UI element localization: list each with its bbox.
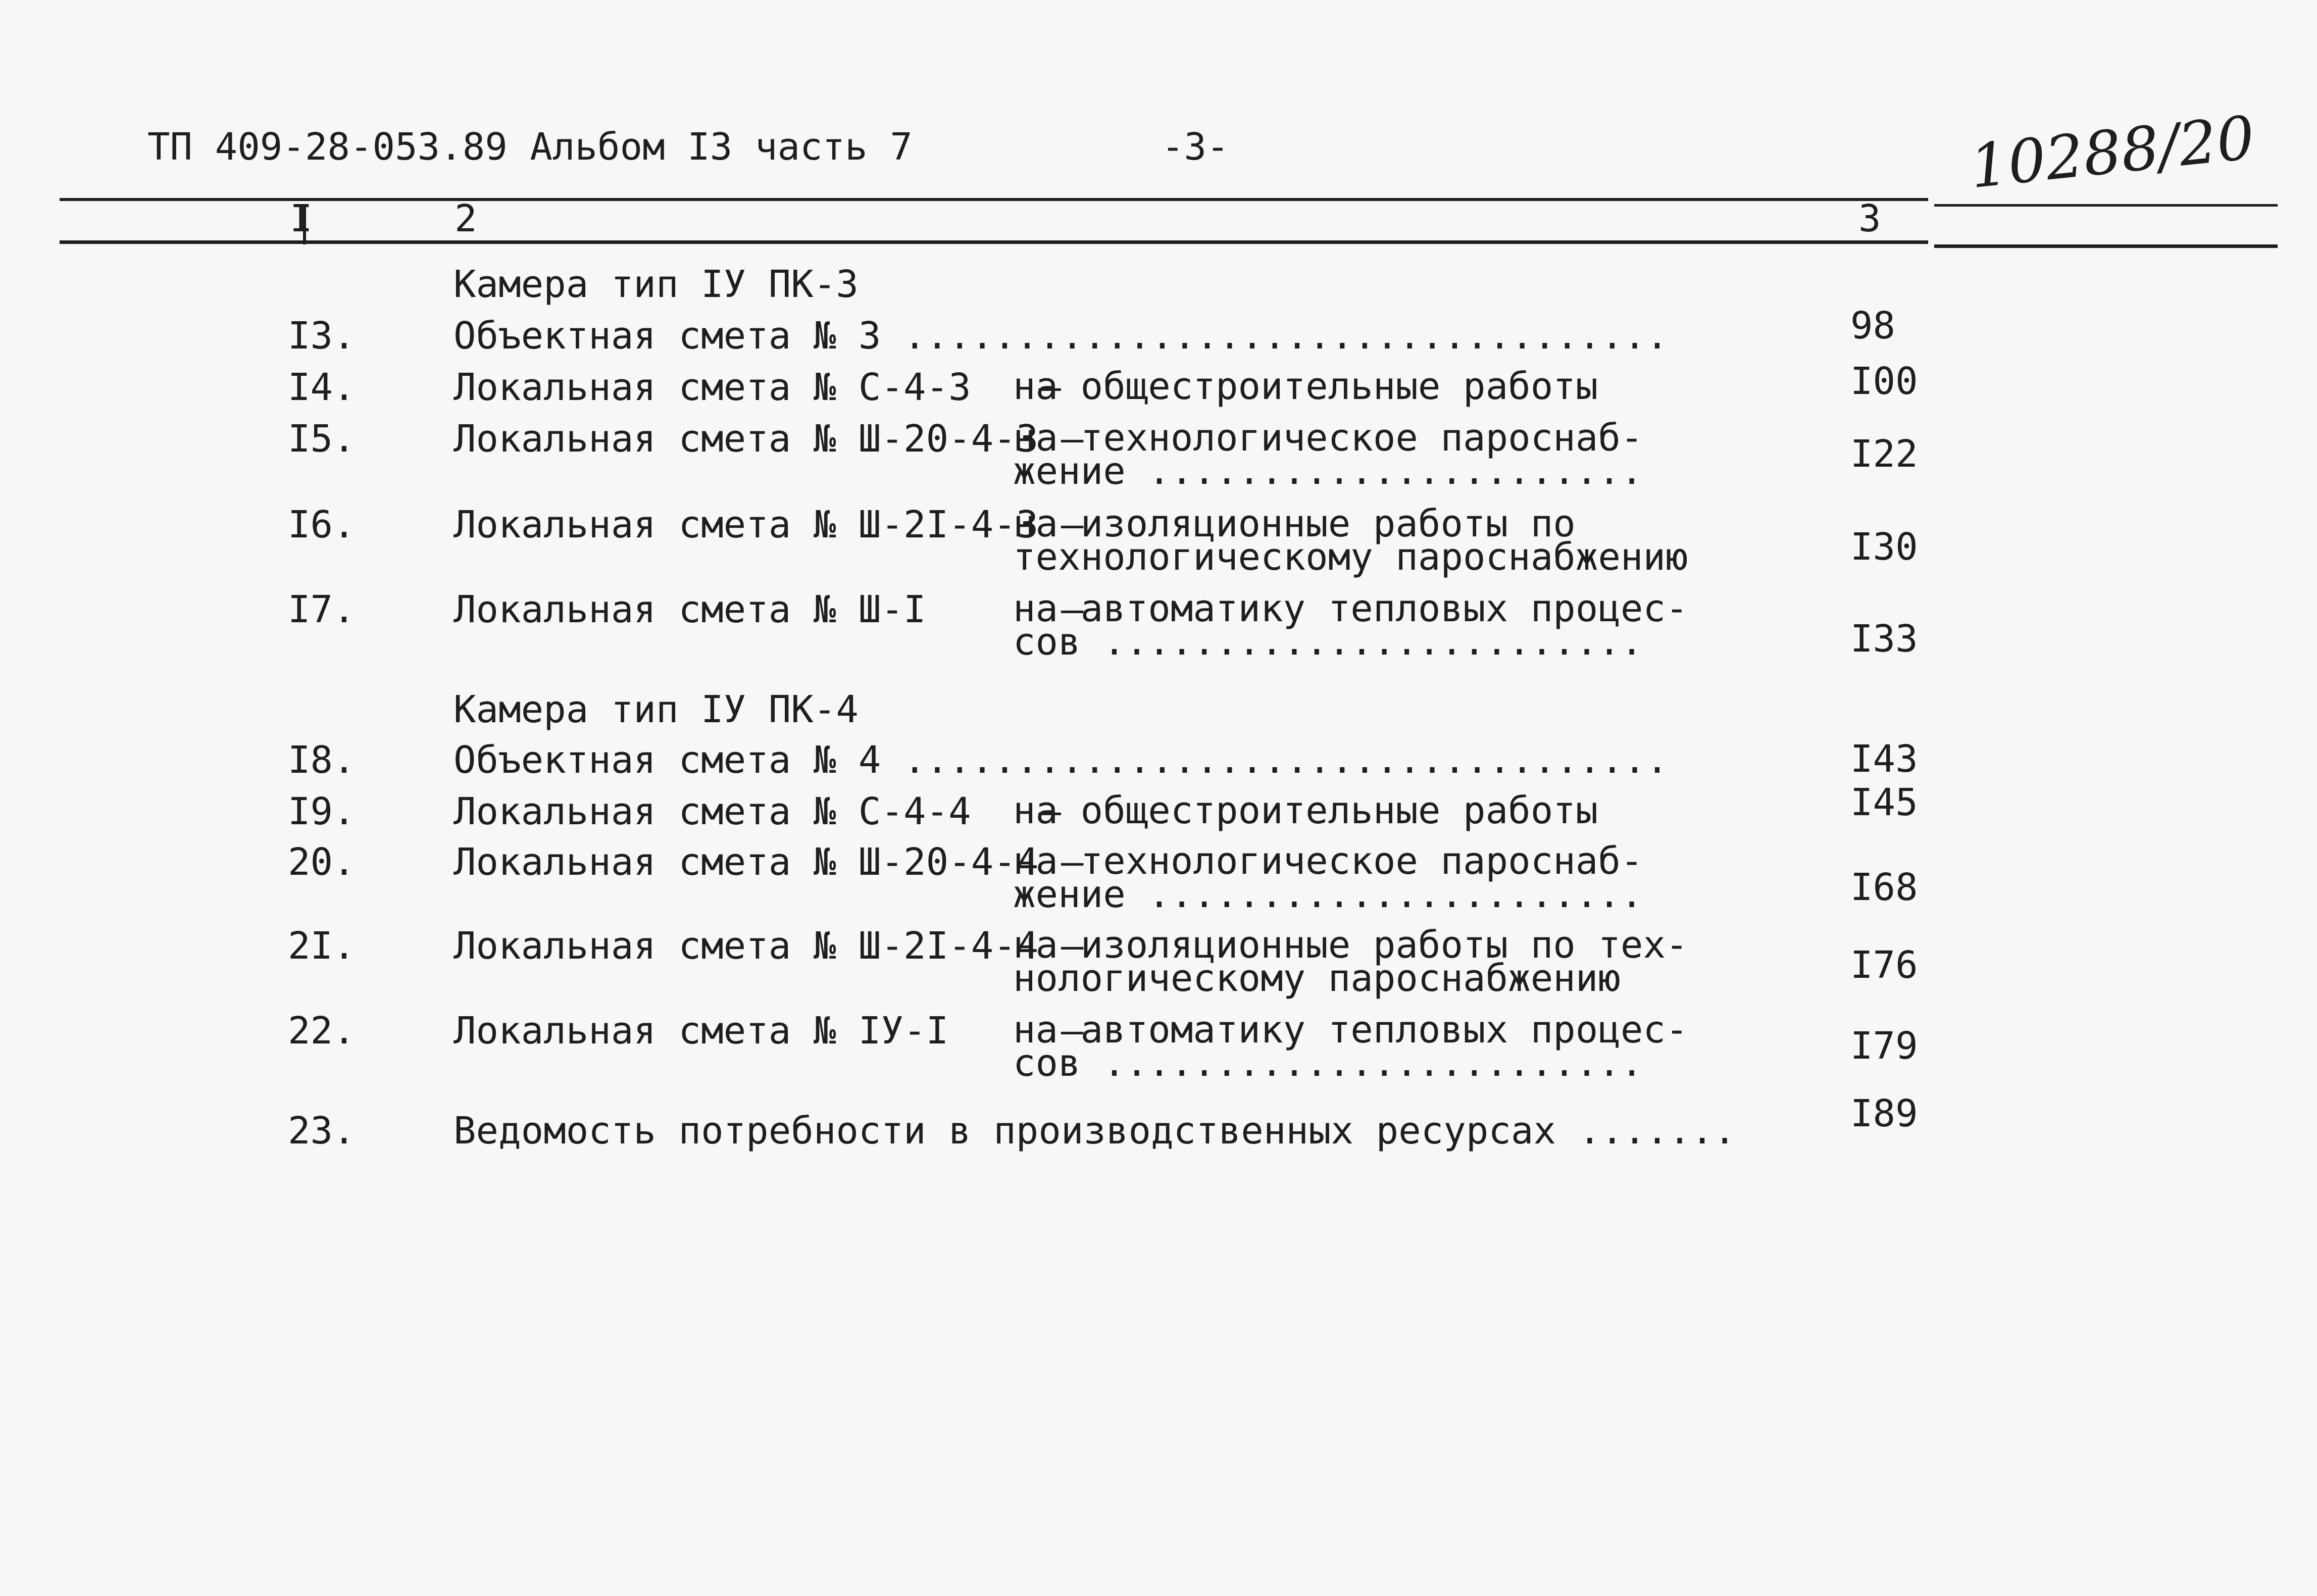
header-rule-top xyxy=(60,198,1928,201)
row-description-cont: сов ........................ xyxy=(1013,620,1643,664)
row-title: Локальная смета № Ш-2I-4-3 – xyxy=(454,503,1084,546)
row-number: I7. xyxy=(288,588,356,631)
row-description-cont: жение ...................... xyxy=(1013,873,1643,916)
row-description: на технологическое пароснаб- xyxy=(1013,416,1643,460)
row-number: 20. xyxy=(288,840,356,884)
row-page: I00 xyxy=(1850,360,1918,403)
row-page: I43 xyxy=(1850,737,1918,781)
row-number: I3. xyxy=(288,314,356,358)
row-page: I89 xyxy=(1850,1092,1918,1135)
row-description-cont: нологическому пароснабжению xyxy=(1013,957,1621,1000)
row-title: Локальная смета № IУ-I – xyxy=(454,1009,1084,1053)
row-page: I33 xyxy=(1850,617,1918,661)
row-page: 98 xyxy=(1850,304,1896,347)
row-number: 2I. xyxy=(288,924,356,968)
row-title: Локальная смета № Ш-20-4-4 – xyxy=(454,840,1084,884)
row-description-cont: жение ...................... xyxy=(1013,450,1643,493)
row-description-cont: технологическому пароснабжению xyxy=(1013,535,1688,579)
column-number-3: 3 xyxy=(1858,197,1881,240)
row-page: I79 xyxy=(1850,1024,1918,1068)
section-title: Камера тип IУ ПК-3 xyxy=(454,263,859,306)
row-page: I22 xyxy=(1850,432,1918,476)
row-title: Локальная смета № Ш-20-4-3 – xyxy=(454,417,1084,461)
page-number: -3- xyxy=(1162,125,1229,169)
row-number: I6. xyxy=(288,503,356,546)
row-number: 23. xyxy=(288,1109,356,1153)
header-rule-bottom-right xyxy=(1934,244,2278,248)
row-description: на изоляционные работы по тех- xyxy=(1013,923,1688,967)
document-code: ТП 409-28-053.89 Альбом I3 часть 7 xyxy=(147,125,913,169)
header-rule-bottom xyxy=(60,240,1928,244)
row-title: Ведомость потребности в производственных ресурсах ....... xyxy=(454,1109,1736,1153)
column-number-1: I xyxy=(290,197,313,240)
section-title: Камера тип IУ ПК-4 xyxy=(454,688,859,731)
row-description: на технологическое пароснаб- xyxy=(1013,839,1643,883)
row-description: на автоматику тепловых процес- xyxy=(1013,1008,1688,1052)
row-page: I30 xyxy=(1850,525,1918,569)
column-number-2: 2 xyxy=(455,197,477,240)
handwritten-stamp: 10288/20 xyxy=(1967,102,2258,202)
row-description: на автоматику тепловых процес- xyxy=(1013,587,1688,630)
row-title: Локальная смета № С-4-3 – xyxy=(454,366,1061,409)
row-number: I8. xyxy=(288,738,356,782)
row-description: на общестроительные работы xyxy=(1013,365,1598,408)
row-description-cont: сов ........................ xyxy=(1013,1041,1643,1085)
row-number: 22. xyxy=(288,1009,356,1053)
row-page: I68 xyxy=(1850,866,1918,909)
row-title: Локальная смета № Ш-I – xyxy=(454,588,1084,631)
row-description: на общестроительные работы xyxy=(1013,789,1598,832)
row-number: I5. xyxy=(288,417,356,461)
row-title: Объектная смета № 4 .................................. xyxy=(454,738,1669,782)
header-rule-top-right xyxy=(1934,204,2278,207)
row-title: Локальная смета № С-4-4 – xyxy=(454,790,1061,833)
row-title: Объектная смета № 3 .................................. xyxy=(454,314,1669,358)
row-title: Локальная смета № Ш-2I-4-4 – xyxy=(454,924,1084,968)
row-page: I76 xyxy=(1850,943,1918,987)
row-page: I45 xyxy=(1850,781,1918,824)
row-description: на изоляционные работы по xyxy=(1013,502,1576,545)
row-number: I9. xyxy=(288,790,356,833)
row-number: I4. xyxy=(288,366,356,409)
